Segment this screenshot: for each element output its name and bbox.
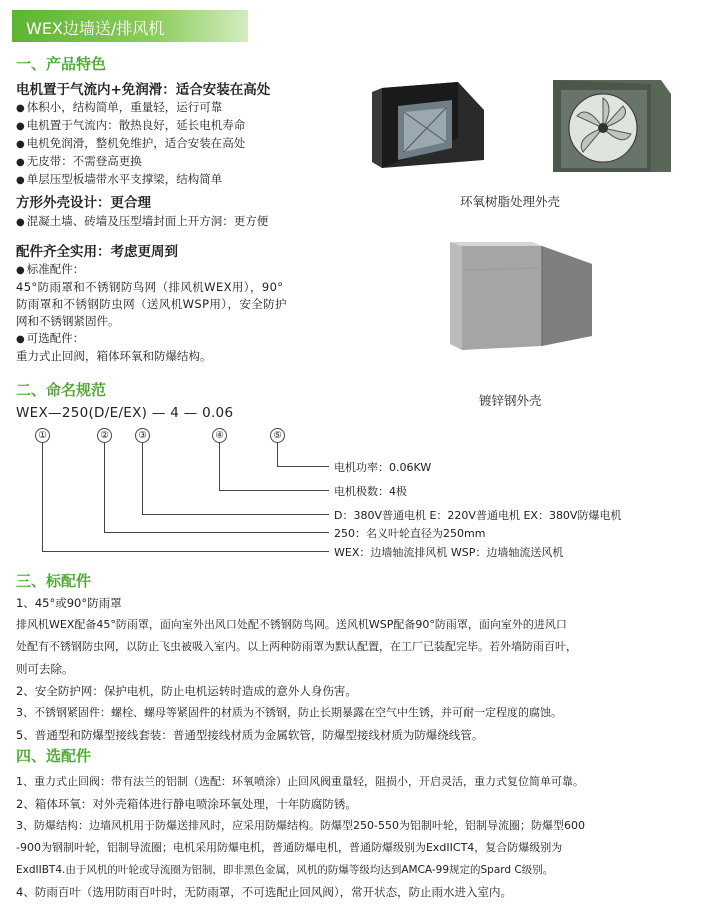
list-item: ● 无皮带：不需登高更换 (16, 153, 316, 171)
list-item: ● 单层压型板墙带水平支撑梁，结构简单 (16, 171, 316, 189)
title-banner (12, 10, 248, 42)
standard-line: 45°防雨罩和不锈钢防鸟网（排风机WEX用），90° (16, 280, 284, 294)
connector-5h (277, 466, 329, 467)
section3-body (16, 592, 706, 746)
banner-title: WEX边墙送/排风机 (26, 19, 165, 38)
connector-3h (142, 514, 329, 515)
label-diameter: 250：名义叶轮直径为250mm (334, 527, 486, 540)
body-line: 3、不锈钢紧固件：螺栓、螺母等紧固件的材质为不锈钢，防止长期暴露在空气中生锈，并可耐一定程度的腐蚀。 (16, 706, 562, 719)
label-motor: D：380V普通电机 E：220V普通电机 EX：380V防爆电机 (334, 509, 622, 522)
body-line: 1、重力式止回阀：带有法兰的铝制（选配：环氧喷涂）止回风阀重量轻，阻损小，开启灵活，重力式复位简单可靠。 (16, 775, 584, 788)
standard-line: 防雨罩和不锈钢防虫网（送风机WSP用），安全防护 (16, 297, 287, 311)
body-line: 则可去除。 (16, 662, 74, 676)
marker-1: ① (35, 428, 50, 443)
model-code: WEX—250(D/E/EX) — 4 — 0.06 (16, 405, 234, 421)
connector-1h (42, 551, 329, 552)
section1-sub1: 电机置于气流内+免润滑：适合安装在高处 (16, 82, 271, 98)
marker-4: ④ (212, 428, 227, 443)
body-line: 2、箱体环氧：对外壳箱体进行静电喷涂环氧处理，十年防腐防锈。 (16, 797, 357, 811)
section1-sub3: 配件齐全实用：考虑更周到 (16, 244, 178, 260)
epoxy-caption: 环氧树脂处理外壳 (460, 194, 561, 209)
body-line: 排风机WEX配备45°防雨罩，面向室外出风口处配不锈钢防鸟网。送风机WSP配备90°防雨罩，面向室外的进风口 (16, 618, 567, 631)
body-line: 处配有不锈钢防虫网，以防止飞虫被吸入室内。以上两种防雨罩为默认配置，在工厂已装配完毕。若外墙防雨百叶， (16, 640, 577, 653)
connector-3 (142, 443, 143, 515)
label-poles: 电机极数：4极 (334, 485, 407, 498)
section2-title: 二、命名规范 (16, 381, 107, 399)
body-line: -900为钢制叶轮，铝制导流圈；电机采用防爆电机，普通防爆电机，普通防爆级别为ExdIICT4，复合防爆级别为 (16, 841, 563, 854)
marker-5: ⑤ (270, 428, 285, 443)
galvanized-caption: 镀锌钢外壳 (479, 393, 542, 408)
section1-sub2: 方形外壳设计：更合理 (16, 195, 151, 211)
section4-body (16, 771, 706, 903)
connector-5 (277, 443, 278, 467)
body-line: ExdIIBT4.由于风机的叶轮或导流圈为铝制，即非黑色金属，风机的防爆等级均达到AMCA-99规定的Spard C级别。 (16, 864, 554, 876)
body-line: 4、防雨百叶（选用防雨百叶时，无防雨罩，不可选配止回风阀），常开状态，防止雨水进入室内。 (16, 885, 513, 899)
list-item: ● 电机置于气流内：散热良好，延长电机寿命 (16, 117, 316, 135)
body-line: 5、普通型和防爆型接线套装：普通型接线材质为金属软管，防爆型接线材质为防爆绕线管。 (16, 728, 484, 742)
section3-title: 三、标配件 (16, 572, 92, 590)
section4-title: 四、选配件 (16, 747, 92, 765)
list-item: ● 体积小，结构简单，重量轻，运行可靠 (16, 99, 316, 117)
optional-label: ● 可选配件： (16, 330, 346, 348)
body-line: 3、防爆结构：边墙风机用于防爆送排风时，应采用防爆结构。防爆型250-550为铝制叶轮，铝制导流圈；防爆型600 (16, 819, 585, 832)
standard-line: 网和不锈钢紧固件。 (16, 314, 120, 328)
label-type: WEX：边墙轴流排风机 WSP：边墙轴流送风机 (334, 546, 564, 559)
body-line: 1、45°或90°防雨罩 (16, 596, 122, 610)
connector-4 (219, 443, 220, 491)
epoxy-fan-image (543, 76, 673, 176)
marker-2: ② (97, 428, 112, 443)
black-fan-image (368, 78, 486, 170)
connector-2 (104, 443, 105, 533)
galvanized-fan-image (442, 240, 598, 356)
list-item: ● 电机免润滑，整机免维护，适合安装在高处 (16, 135, 316, 153)
section1-title: 一、产品特色 (16, 55, 107, 73)
marker-3: ③ (135, 428, 150, 443)
connector-4h (219, 490, 329, 491)
standard-label: ● 标准配件： (16, 261, 346, 279)
list-item: ● 混凝土墙、砖墙及压型墙封面上开方洞：更方便 (16, 213, 268, 231)
connector-1 (42, 443, 43, 552)
accessory-block (16, 261, 346, 365)
body-line: 2、安全防护网：保护电机，防止电机运转时造成的意外人身伤害。 (16, 684, 357, 698)
label-power: 电机功率：0.06KW (334, 461, 432, 474)
optional-line: 重力式止回阀，箱体环氧和防爆结构。 (16, 349, 212, 363)
connector-2h (104, 532, 329, 533)
feature-list-1 (16, 99, 316, 189)
